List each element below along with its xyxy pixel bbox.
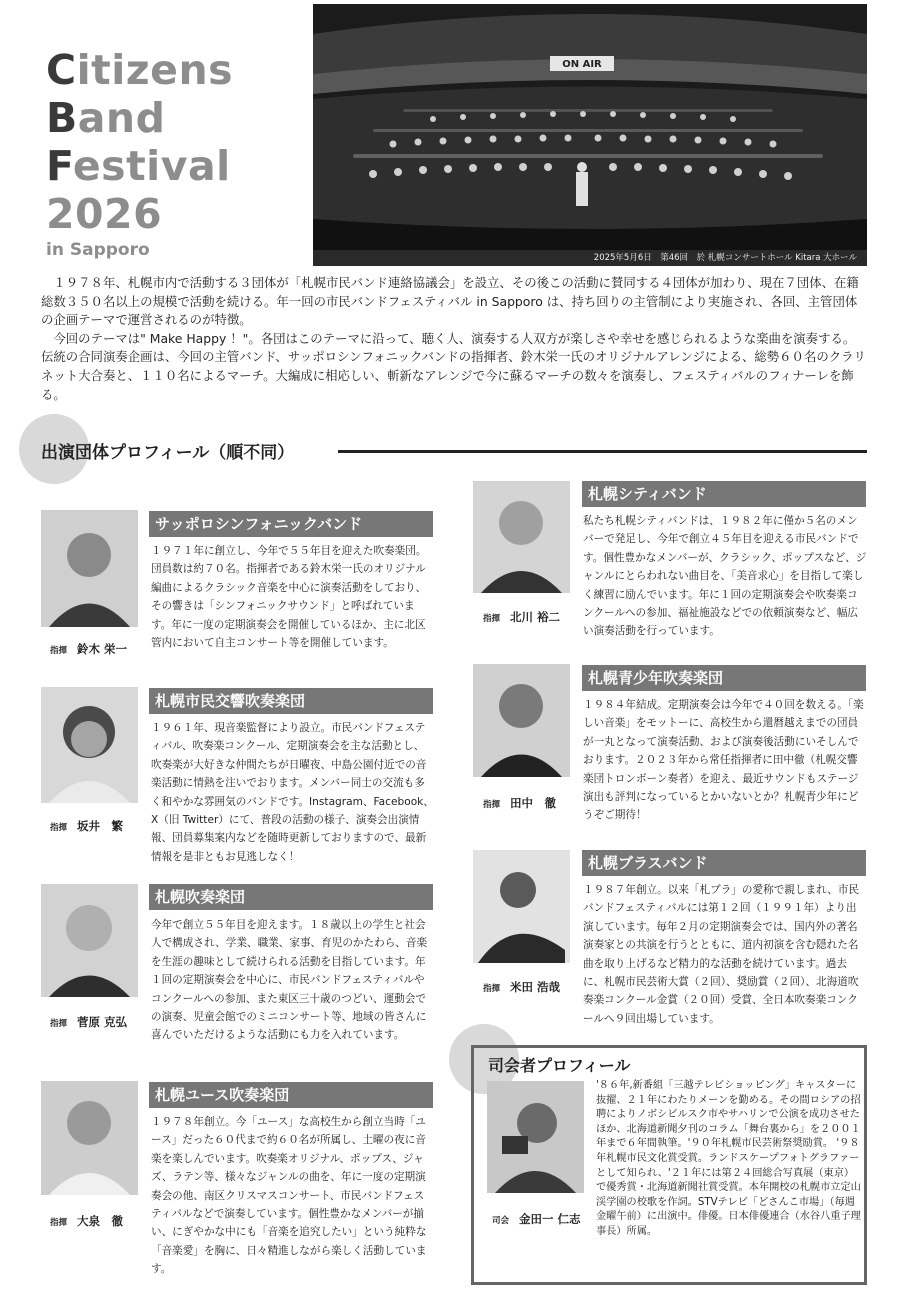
mc-description: '８６年,新番組「三越テレビショッピング」キャスターに抜擢、２１年にわたりメーンを勤める。その間ロシアの招聘によりノボシビルスク市やサハリンで公演を成功させたほか、北海道新聞夕刊のコラム「舞台裏から」を２００１年まで６年間執筆。'９０年札幌市民芸術祭奨励賞。 '９８年札幌市民文化賞受賞。ランドスケープフォトグラファーとして知られ、'２１年には第２４回総合写真展（東京）で優秀賞・北海道新聞社賞受賞。本年開校の札幌市立定山渓学園の校歌を作詞。STVテレビ「どさんこ市場」（毎週金曜午前）に出演中。俳優。日本俳優連合（水谷八重子理事長）所属。 (596, 1080, 861, 1237)
person-portrait-icon (41, 510, 138, 627)
conductor-photo (41, 510, 138, 627)
band-description: 私たち札幌シティバンドは、１９８２年に僅か５名のメンバーで発足し、今年で創立４５年目を迎える市民バンドです。個性豊かなメンバーが、クラシック、ポップスなど、ジャンルにとらわれない曲目を、「美音求心」を目指して楽しく練習に励んでいます。年に１回の定期演奏会や吹奏楽コンクールへの参加、福祉施設などでの依頼演奏など、幅広い演奏活動を行っています。 (583, 515, 867, 638)
person-portrait-icon (473, 664, 570, 777)
band-description: １９８４年結成。定期演奏会は今年で４０回を数える。「楽しい音楽」をモットーに、高校生から還暦越えまでの団員が一丸となって演奏活動、および演奏後活動にいそしんでおります。２０２３年から常任指揮者に田中徹（札幌交響楽団トロンボーン奏者）を迎え、最近サウンドもステージ演出も評判になっているとかいないとか？札幌青少年にどうぞご期待！ (583, 699, 864, 822)
band-name-bar: 札幌吹奏楽団 (149, 884, 433, 910)
person-portrait-icon (41, 1081, 138, 1195)
title-line-festival: Festival (46, 142, 231, 190)
intro-paragraph-1: １９７８年、札幌市内で活動する３団体が「札幌市民バンド連絡協議会」を設立、その後この活動に賛同する４団体が加わり、現在７団体、在籍総数３５０名以上の規模で活動を続ける。年一回の市民バンドフェスティバル in Sapporo は、持ち回りの主管制により実施され、各回、主管団体の企画テーマで運営されるのが特徴。 (41, 275, 859, 328)
conductor-photo (41, 687, 138, 803)
section-title: 出演団体プロフィール（順不同） (41, 443, 295, 463)
festival-title (46, 46, 296, 260)
band-description: １９７８年創立。今「ユース」な高校生から創立当時「ユース」だった６０代まで約６０名が所属し、土曜の夜に音楽を楽しんでいます。吹奏楽オリジナル、ポップス、ジャズ、ラテン等、様々なジャンルの曲を、年に一度の定期演奏会の他、南区クリスマスコンサート、市民バンドフェスティバルなどで演奏しています。個性豊かなメンバーが揃い、にぎやかな中にも「音楽を追究したい」という純粋な「音楽愛」を胸に、日々精進しながら楽しく活動しています。 (151, 1116, 427, 1276)
conductor-name: 菅原 克弘 (77, 1015, 128, 1029)
title-line-year: 2026 (46, 190, 163, 238)
person-portrait-icon (473, 850, 570, 963)
conductor-label: 指揮 田中 徹 (483, 796, 557, 810)
intro-text (41, 274, 867, 404)
conductor-name: 鈴木 栄一 (77, 642, 128, 656)
band-description: １９６１年、現音楽監督により設立。市民バンドフェスティバル、吹奏楽コンクール、定期演奏会を主な活動とし、吹奏楽が大好きな仲間たちが日曜夜、中島公園付近での音楽活動に情熱を注いでおります。メンバー同士の交流も多く和やかな雰囲気のバンドです。Instagram、Facebook、X（旧 Twitter）にて、普段の活動の様子、演奏会出演情報、団員募集案内などを随時更新しておりますので、最新情報を是非ともお見逃しなく！ (151, 722, 434, 863)
on-air-sign: ON AIR (562, 59, 602, 70)
conductor-label: 指揮 菅原 克弘 (50, 1015, 128, 1029)
conductor-name: 北川 裕二 (510, 610, 561, 624)
title-line-citizens: Citizens (46, 46, 234, 94)
title-line-band: Band (46, 94, 166, 142)
conductor-photo (473, 850, 570, 963)
section-rule (338, 450, 867, 453)
conductor-label: 指揮 米田 浩哉 (483, 980, 561, 994)
conductor-label: 指揮 鈴木 栄一 (50, 642, 128, 656)
person-portrait-icon (473, 481, 570, 593)
person-portrait-icon (41, 884, 138, 997)
band-name-bar: 札幌シティバンド (582, 481, 866, 507)
conductor-label: 指揮 坂井 繁 (50, 819, 124, 833)
conductor-name: 田中 徹 (510, 796, 557, 810)
person-portrait-icon (487, 1081, 584, 1193)
band-name-bar: 札幌ユース吹奏楽団 (149, 1082, 433, 1108)
conductor-name: 坂井 繁 (77, 819, 124, 833)
mc-photo (487, 1081, 584, 1193)
band-description: 今年で創立５５年目を迎えます。１８歳以上の学生と社会人で構成され、学業、職業、家事、育児のかたわら、音楽を生涯の趣味として続けられる活動を目指しています。年１回の定期演奏会を中心に、市民バンドフェスティバルやコンクールへの参加、また東区三十歳のつどい、運動会での演奏、児童会館でのミニコンサート等、地域の皆さんに喜んでいただけるような活動にも力を入れています。 (151, 919, 428, 1042)
conductor-name: 大泉 徹 (77, 1214, 124, 1228)
intro-paragraph-2: 今回のテーマは" Make Happy ！"。各団はこのテーマに沿って、聴く人、演奏する人双方が楽しさや幸せを感じられるような楽曲を演奏する。伝統の合同演奏企画は、今回の主管バンド、サッポロシンフォニックバンドの指揮者、鈴木栄一氏のオリジナルアレンジによる、総勢６０名のクラリネット大合奏と、１１０名によるマーチ。大編成に相応しい、斬新なアレンジで今に蘇るマーチの数々を演奏し、フェスティバルのフィナーレを飾る。 (41, 330, 866, 402)
conductor-photo (41, 1081, 138, 1195)
mc-title: 司会者プロフィール (488, 1056, 631, 1075)
person-portrait-icon (41, 687, 138, 803)
band-name-bar: 札幌青少年吹奏楽団 (582, 665, 866, 691)
conductor-photo (473, 664, 570, 777)
concert-hall-photo (313, 4, 867, 266)
conductor-photo (473, 481, 570, 593)
band-description: １９８７年創立。以来「札ブラ」の愛称で親しまれ、市民バンドフェスティバルには第１２回（１９９１年）より出演しています。毎年２月の定期演奏会では、国内外の著名演奏家との共演を行うとともに、道内初演を含む隠れた名曲を取り上げるなど精力的な活動を続けています。過去に、札幌市民芸術大賞（２回）、奨励賞（２回）、北海道吹奏楽コンクール金賞（２０回）受賞、全日本吹奏楽コンクールへ９回出場しています。 (583, 884, 860, 1025)
photo-caption: 2025年5月6日 第46回 於 札幌コンサートホール Kitara 大ホール (313, 250, 867, 266)
band-name-bar: サッポロシンフォニックバンド (149, 511, 433, 537)
band-description: １９７１年に創立し、今年で５５年目を迎えた吹奏楽団。団員数は約７０名。指揮者である鈴木栄一氏のオリジナル編曲によるクラシック音楽を中心に演奏活動をしており、その響きは「シンフォニックサウンド」と呼ばれています。年に一度の定期演奏会を開催しているほか、主に北区管内において自主コンサート等を開催しています。 (151, 545, 427, 650)
conductor-label: 指揮 大泉 徹 (50, 1214, 124, 1228)
title-subtitle: in Sapporo (46, 240, 150, 260)
concert-stage-illustration (313, 4, 867, 266)
conductor-label: 指揮 北川 裕二 (483, 610, 561, 624)
band-name-bar: 札幌市民交響吹奏楽団 (149, 688, 433, 714)
band-name-bar: 札幌ブラスバンド (582, 850, 866, 876)
conductor-photo (41, 884, 138, 997)
mc-name: 金田一 仁志 (519, 1212, 581, 1226)
conductor-name: 米田 浩哉 (510, 980, 561, 994)
mc-label: 司会 金田一 仁志 (492, 1212, 581, 1226)
